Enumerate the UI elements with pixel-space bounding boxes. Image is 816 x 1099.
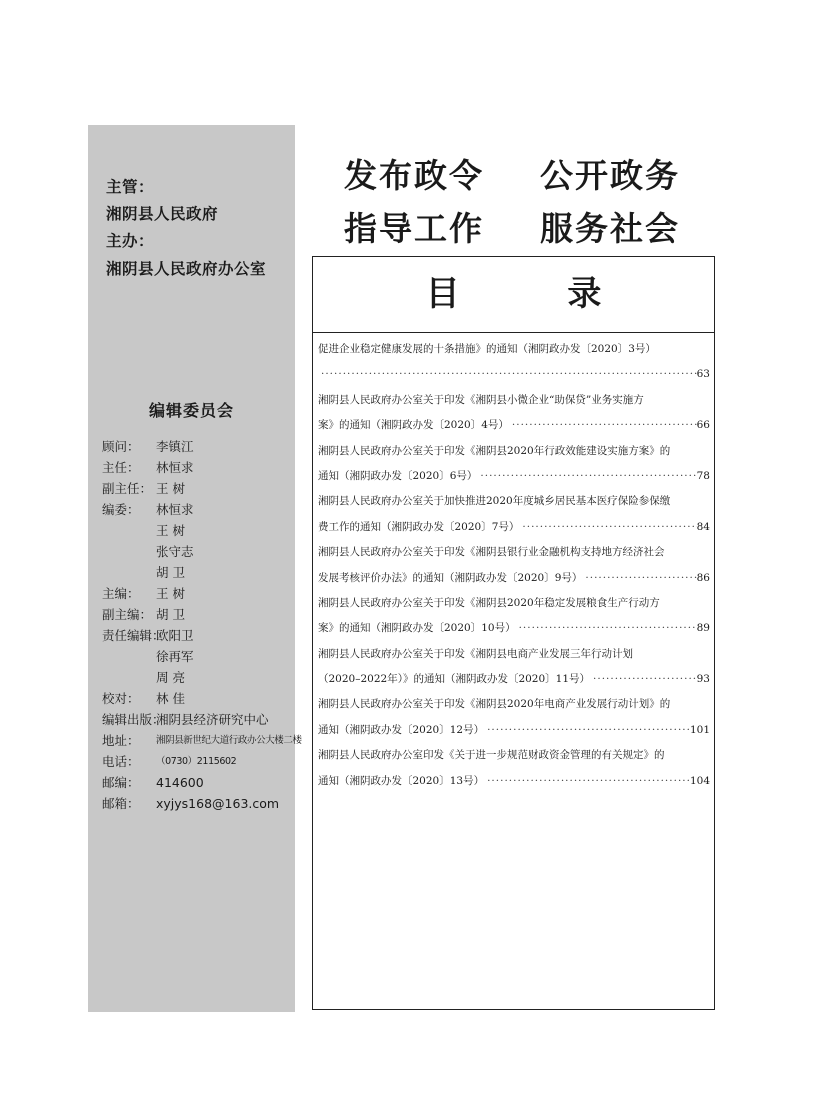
slogan-1: 发布政令 bbox=[344, 156, 484, 195]
editorial-member-row bbox=[102, 541, 294, 562]
editorial-member-row bbox=[102, 709, 294, 730]
toc-line[interactable] bbox=[318, 489, 710, 514]
editorial-member-row bbox=[102, 625, 294, 646]
sponsor-name: 湘阴县人民政府办公室 bbox=[106, 259, 267, 278]
editorial-member-role: 主任： bbox=[102, 460, 140, 475]
editorial-member-name: 王 树 bbox=[156, 586, 185, 601]
toc-line[interactable] bbox=[318, 591, 710, 616]
toc-dot-leader bbox=[509, 413, 697, 438]
toc-dot-leader bbox=[590, 667, 697, 692]
toc-entry-text: 费工作的通知（湘阴政办发〔2020〕7号） bbox=[318, 520, 520, 533]
editorial-member-role bbox=[102, 562, 156, 583]
toc-entry-text: （2020–2022年）》的通知（湘阴政办发〔2020〕11号） bbox=[318, 673, 591, 686]
editorial-member-name: 林恒求 bbox=[156, 460, 194, 475]
editorial-member-name: 欧阳卫 bbox=[156, 628, 194, 643]
toc-line[interactable] bbox=[318, 388, 710, 413]
editorial-member-name: 徐再军 bbox=[156, 649, 194, 664]
toc-line[interactable] bbox=[318, 362, 710, 387]
toc-entry-text: 案》的通知（湘阴政办发〔2020〕4号） bbox=[318, 419, 509, 432]
editorial-member-role: 顾问： bbox=[102, 439, 140, 454]
editorial-member-row bbox=[102, 772, 294, 793]
editorial-member-role: 电话： bbox=[102, 754, 140, 769]
editorial-member-row bbox=[102, 793, 294, 814]
editorial-member-name: 湘阴县新世纪大道行政办公大楼二楼 bbox=[156, 735, 302, 746]
editorial-member-row bbox=[102, 499, 294, 520]
editorial-member-row bbox=[102, 583, 294, 604]
editorial-member-name: xyjys168@163.com bbox=[156, 796, 280, 811]
toc-dot-leader bbox=[519, 515, 696, 540]
editorial-member-name: 林 佳 bbox=[156, 691, 185, 706]
toc-line[interactable] bbox=[318, 515, 710, 540]
toc-page-number: 86 bbox=[696, 571, 710, 584]
editorial-member-row bbox=[102, 730, 302, 751]
sponsor-label: 主办： bbox=[106, 231, 155, 250]
toc-entry-text: 湘阴县人民政府办公室关于印发《湘阴县2020年电商产业发展行动计划》的 bbox=[318, 698, 671, 711]
editorial-member-role: 邮箱： bbox=[102, 796, 140, 811]
toc-entry-text: 湘阴县人民政府办公室关于印发《湘阴县2020年行政效能建设实施方案》的 bbox=[318, 444, 671, 457]
toc-entry-text: 案》的通知（湘阴政办发〔2020〕10号） bbox=[318, 622, 516, 635]
editorial-member-name: 湘阴县经济研究中心 bbox=[156, 712, 269, 727]
editorial-member-role: 邮编： bbox=[102, 775, 140, 790]
slogan-3: 指导工作 bbox=[344, 209, 484, 248]
toc-page-number: 84 bbox=[696, 520, 710, 533]
toc-line[interactable] bbox=[318, 566, 710, 591]
slogan-4: 服务社会 bbox=[540, 209, 680, 248]
toc-line[interactable] bbox=[318, 718, 710, 743]
toc-line[interactable] bbox=[318, 667, 710, 692]
toc-entry-text: 湘阴县人民政府办公室关于印发《湘阴县2020年稳定发展粮食生产行动方 bbox=[318, 596, 660, 609]
toc-line[interactable] bbox=[318, 413, 710, 438]
editorial-member-row bbox=[102, 436, 294, 457]
toc-title: 目 录 bbox=[313, 257, 714, 333]
editorial-member-role: 校对： bbox=[102, 691, 140, 706]
toc-entry-text: 湘阴县人民政府办公室关于印发《湘阴县银行业金融机构支持地方经济社会 bbox=[318, 546, 665, 559]
toc-list bbox=[318, 337, 710, 794]
editorial-member-name: 张守志 bbox=[156, 544, 194, 559]
editorial-member-row bbox=[102, 562, 294, 583]
toc-entry-text: 通知（湘阴政办发〔2020〕6号） bbox=[318, 469, 478, 482]
editorial-member-row bbox=[102, 457, 294, 478]
editorial-member-row bbox=[102, 604, 294, 625]
editorial-member-role: 地址： bbox=[102, 733, 140, 748]
toc-dot-leader bbox=[516, 616, 697, 641]
toc-dot-leader bbox=[484, 769, 690, 794]
toc-entry-text: 发展考核评价办法》的通知（湘阴政办发〔2020〕9号） bbox=[318, 571, 583, 584]
editorial-member-name: 王 树 bbox=[156, 481, 185, 496]
editorial-member-role: 责任编辑： bbox=[102, 628, 165, 643]
slogan-2: 公开政务 bbox=[540, 156, 680, 195]
toc-line[interactable] bbox=[318, 464, 710, 489]
toc-entry-text: 通知（湘阴政办发〔2020〕13号） bbox=[318, 774, 485, 787]
toc-page-number: 104 bbox=[689, 774, 710, 787]
editorial-member-name: 胡 卫 bbox=[156, 607, 185, 622]
toc-page-number: 78 bbox=[696, 469, 710, 482]
editorial-member-role: 编委： bbox=[102, 502, 140, 517]
toc-line[interactable] bbox=[318, 769, 710, 794]
editorial-board-list bbox=[102, 436, 302, 814]
toc-entry-text: 促进企业稳定健康发展的十条措施》的通知（湘阴政办发〔2020〕3号） bbox=[318, 343, 656, 355]
toc-entry-text: 湘阴县人民政府办公室印发《关于进一步规范财政资金管理的有关规定》的 bbox=[318, 749, 665, 762]
editorial-member-role: 副主任： bbox=[102, 481, 153, 496]
editorial-member-name: 李镇江 bbox=[156, 439, 194, 454]
editorial-member-name: （0730）2115602 bbox=[156, 756, 237, 767]
table-of-contents bbox=[312, 256, 715, 1010]
editorial-board-title: 编辑委员会 bbox=[148, 401, 234, 420]
editorial-member-role bbox=[102, 520, 156, 541]
editorial-member-name: 周 亮 bbox=[156, 670, 185, 685]
toc-page-number: 101 bbox=[689, 723, 710, 736]
toc-dot-leader bbox=[318, 362, 697, 387]
toc-page-number: 66 bbox=[696, 419, 710, 432]
toc-line[interactable] bbox=[318, 540, 710, 565]
toc-entry-text: 湘阴县人民政府办公室关于印发《湘阴县电商产业发展三年行动计划 bbox=[318, 647, 633, 660]
toc-line[interactable] bbox=[318, 616, 710, 641]
toc-dot-leader bbox=[582, 566, 696, 591]
toc-line[interactable] bbox=[318, 337, 710, 362]
toc-entry-text: 湘阴县人民政府办公室关于加快推进2020年度城乡居民基本医疗保险参保缴 bbox=[318, 495, 671, 508]
toc-line[interactable] bbox=[318, 692, 710, 717]
supervisor-name: 湘阴县人民政府 bbox=[106, 204, 219, 223]
toc-entry-text: 通知（湘阴政办发〔2020〕12号） bbox=[318, 723, 485, 736]
toc-line[interactable] bbox=[318, 743, 710, 768]
editorial-member-name: 王 树 bbox=[156, 523, 185, 538]
editorial-member-row bbox=[102, 646, 294, 667]
editorial-member-row bbox=[102, 520, 294, 541]
editorial-member-role: 主编： bbox=[102, 586, 140, 601]
editorial-member-role: 编辑出版： bbox=[102, 712, 165, 727]
editorial-member-row bbox=[102, 667, 294, 688]
editorial-member-role bbox=[102, 646, 156, 667]
toc-page-number: 89 bbox=[696, 622, 710, 635]
toc-entry-text: 湘阴县人民政府办公室关于印发《湘阴县小微企业“助保贷”业务实施方 bbox=[318, 393, 644, 406]
editorial-member-row bbox=[102, 478, 294, 499]
supervisor-label: 主管： bbox=[106, 177, 155, 196]
editorial-member-name: 414600 bbox=[156, 775, 204, 790]
editorial-member-role: 副主编： bbox=[102, 607, 153, 622]
editorial-member-name: 胡 卫 bbox=[156, 565, 185, 580]
toc-line[interactable] bbox=[318, 439, 710, 464]
editorial-member-row bbox=[102, 688, 294, 709]
toc-dot-leader bbox=[484, 718, 690, 743]
toc-dot-leader bbox=[477, 464, 696, 489]
editorial-member-role bbox=[102, 667, 156, 688]
editorial-member-name: 林恒求 bbox=[156, 502, 194, 517]
editorial-member-row bbox=[102, 751, 294, 772]
toc-line[interactable] bbox=[318, 642, 710, 667]
masthead-sidebar bbox=[88, 125, 302, 1012]
toc-page-number: 93 bbox=[696, 673, 710, 686]
editorial-member-role bbox=[102, 541, 156, 562]
toc-page-number: 63 bbox=[696, 368, 710, 381]
